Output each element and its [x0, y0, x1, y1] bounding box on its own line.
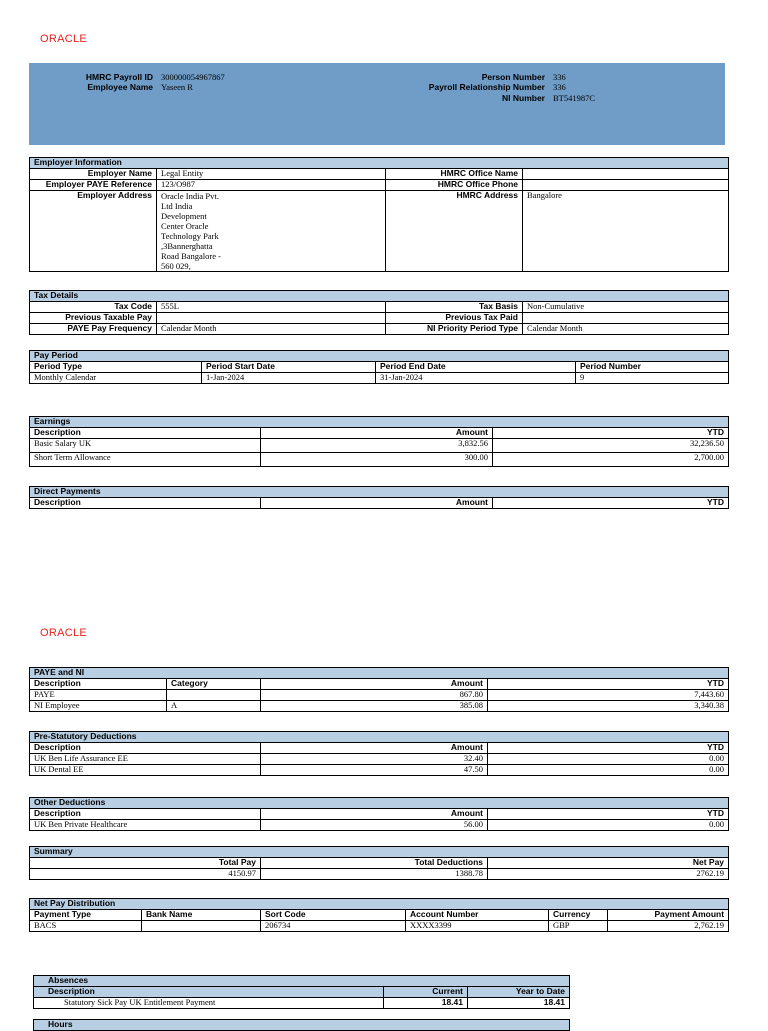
hmrc-address-label: HMRC Address: [386, 191, 523, 272]
table-row: [30, 921, 729, 932]
deduction-ytd: 0.00: [488, 765, 729, 776]
section-title: Other Deductions: [30, 798, 729, 809]
previous-taxable-pay: [157, 313, 386, 324]
column-header: Description: [30, 428, 261, 439]
table-row: [34, 998, 570, 1009]
column-header: YTD: [488, 743, 729, 754]
summary-table: [29, 846, 729, 880]
deduction-description: UK Ben Life Assurance EE: [30, 754, 261, 765]
absence-current: 18.41: [384, 998, 468, 1009]
employer-paye-ref: 123/O987: [157, 180, 386, 191]
tax-basis-label: Tax Basis: [386, 302, 523, 313]
column-header: YTD: [493, 498, 729, 509]
deduction-ytd: 3,340.38: [488, 701, 729, 712]
column-header: Period Type: [30, 362, 202, 373]
section-title: Direct Payments: [30, 487, 729, 498]
oracle-logo: ORACLE: [40, 33, 88, 45]
hmrc-office-name-label: HMRC Office Name: [386, 169, 523, 180]
other-deductions-table: [29, 797, 729, 831]
table-row: [30, 701, 729, 712]
hmrc-office-phone: [523, 180, 729, 191]
earnings-table: [29, 416, 729, 467]
section-title: Summary: [30, 847, 729, 858]
deduction-ytd: 0.00: [488, 820, 729, 831]
column-header: Period Start Date: [202, 362, 376, 373]
hmrc-office-phone-label: HMRC Office Phone: [386, 180, 523, 191]
tax-code-label: Tax Code: [30, 302, 157, 313]
employee-name: Yaseen R: [161, 82, 193, 92]
employer-name-label: Employer Name: [30, 169, 157, 180]
column-header: Year to Date: [468, 987, 570, 998]
deduction-amount: 56.00: [261, 820, 488, 831]
deduction-description: NI Employee: [30, 701, 167, 712]
column-header: Net Pay: [488, 858, 729, 869]
earning-description: Short Term Allowance: [30, 453, 261, 467]
payment-amount: 2,762.19: [608, 921, 729, 932]
absence-ytd: 18.41: [468, 998, 570, 1009]
table-row: [30, 439, 729, 453]
table-row: [30, 453, 729, 467]
section-title: PAYE and NI: [30, 668, 729, 679]
tax-code: 555L: [157, 302, 386, 313]
bank-name: [142, 921, 261, 932]
total-pay: 4150.97: [30, 869, 261, 880]
column-header: Description: [30, 498, 261, 509]
employer-address: Oracle India Pvt. Ltd India Development Center Oracle Technology Park ,3Bannerghatta Road Bangalore - 560 029,: [157, 191, 386, 272]
previous-taxable-pay-label: Previous Taxable Pay: [30, 313, 157, 324]
payroll-relationship-label: Payroll Relationship Number: [428, 82, 545, 92]
deduction-ytd: 7,443.60: [488, 690, 729, 701]
tax-basis: Non-Cumulative: [523, 302, 729, 313]
paye-ni-table: [29, 667, 729, 712]
deduction-amount: 47.50: [261, 765, 488, 776]
absence-description: Statutory Sick Pay UK Entitlement Payment: [34, 998, 384, 1009]
column-header: Total Pay: [30, 858, 261, 869]
paye-pay-frequency-label: PAYE Pay Frequency: [30, 324, 157, 335]
column-header: Description: [30, 809, 261, 820]
hmrc-address: Bangalore: [523, 191, 729, 272]
deduction-ytd: 0.00: [488, 754, 729, 765]
employer-information-table: [29, 157, 729, 272]
deduction-category: [167, 690, 261, 701]
deduction-amount: 32.40: [261, 754, 488, 765]
section-title: Pre-Statutory Deductions: [30, 732, 729, 743]
column-header: Amount: [261, 498, 493, 509]
deduction-description: PAYE: [30, 690, 167, 701]
employer-paye-ref-label: Employer PAYE Reference: [30, 180, 157, 191]
column-header: Description: [34, 987, 384, 998]
column-header: Description: [30, 679, 167, 690]
pay-period-table: [29, 350, 729, 384]
previous-tax-paid-label: Previous Tax Paid: [386, 313, 523, 324]
deduction-description: UK Ben Private Healthcare: [30, 820, 261, 831]
direct-payments-table: [29, 486, 729, 509]
deduction-amount: 385.08: [261, 701, 488, 712]
employee-header: [29, 63, 725, 145]
column-header: YTD: [488, 809, 729, 820]
net-pay-distribution-table: [29, 898, 729, 932]
earning-amount: 300.00: [261, 453, 493, 467]
earning-ytd: 2,700.00: [493, 453, 729, 467]
column-header: YTD: [488, 679, 729, 690]
hmrc-payroll-id-label: HMRC Payroll ID: [85, 72, 153, 82]
tax-details-table: [29, 290, 729, 335]
sort-code: 206734: [261, 921, 406, 932]
hmrc-payroll-id: 300000054967867: [161, 72, 225, 82]
column-header: YTD: [493, 428, 729, 439]
column-header: Currency: [549, 910, 608, 921]
column-header: Total Deductions: [261, 858, 488, 869]
account-number: XXXX3399: [406, 921, 549, 932]
table-row: [30, 754, 729, 765]
hmrc-office-name: [523, 169, 729, 180]
section-title: Absences: [34, 976, 570, 987]
deduction-amount: 867.80: [261, 690, 488, 701]
employer-name: Legal Entity: [157, 169, 386, 180]
column-header: Sort Code: [261, 910, 406, 921]
ni-priority-period-label: NI Priority Period Type: [386, 324, 523, 335]
paye-pay-frequency: Calendar Month: [157, 324, 386, 335]
section-title: Earnings: [30, 417, 729, 428]
table-row: [30, 869, 729, 880]
previous-tax-paid: [523, 313, 729, 324]
section-title: Hours: [34, 1020, 570, 1031]
column-header: Description: [30, 743, 261, 754]
employer-address-label: Employer Address: [30, 191, 157, 272]
total-deductions: 1388.78: [261, 869, 488, 880]
section-title: Employer Information: [30, 158, 729, 169]
pre-statutory-deductions-table: [29, 731, 729, 776]
absences-table: [33, 975, 570, 1009]
section-title: Tax Details: [30, 291, 729, 302]
section-title: Net Pay Distribution: [30, 899, 729, 910]
period-end-date: 31-Jan-2024: [376, 373, 576, 384]
table-row: [30, 765, 729, 776]
table-row: [30, 373, 729, 384]
ni-number: BT541987C: [553, 93, 596, 103]
person-number: 336: [553, 72, 566, 82]
oracle-logo: ORACLE: [40, 627, 88, 639]
column-header: Amount: [261, 428, 493, 439]
currency: GBP: [549, 921, 608, 932]
net-pay: 2762.19: [488, 869, 729, 880]
payment-type: BACS: [30, 921, 142, 932]
section-title: Pay Period: [30, 351, 729, 362]
earning-description: Basic Salary UK: [30, 439, 261, 453]
period-number: 9: [576, 373, 729, 384]
ni-number-label: NI Number: [502, 93, 545, 103]
column-header: Category: [167, 679, 261, 690]
column-header: Amount: [261, 809, 488, 820]
column-header: Period Number: [576, 362, 729, 373]
employee-name-label: Employee Name: [87, 82, 153, 92]
earning-amount: 3,832.56: [261, 439, 493, 453]
column-header: Payment Amount: [608, 910, 729, 921]
column-header: Amount: [261, 679, 488, 690]
hours-table: [33, 1019, 570, 1031]
deduction-description: UK Dental EE: [30, 765, 261, 776]
column-header: Payment Type: [30, 910, 142, 921]
column-header: Account Number: [406, 910, 549, 921]
table-row: [30, 820, 729, 831]
column-header: Current: [384, 987, 468, 998]
payroll-relationship-number: 336: [553, 82, 566, 92]
table-row: [30, 690, 729, 701]
earning-ytd: 32,236.50: [493, 439, 729, 453]
column-header: Amount: [261, 743, 488, 754]
deduction-category: A: [167, 701, 261, 712]
column-header: Bank Name: [142, 910, 261, 921]
period-type: Monthly Calendar: [30, 373, 202, 384]
column-header: Period End Date: [376, 362, 576, 373]
period-start-date: 1-Jan-2024: [202, 373, 376, 384]
person-number-label: Person Number: [481, 72, 545, 82]
ni-priority-period: Calendar Month: [523, 324, 729, 335]
